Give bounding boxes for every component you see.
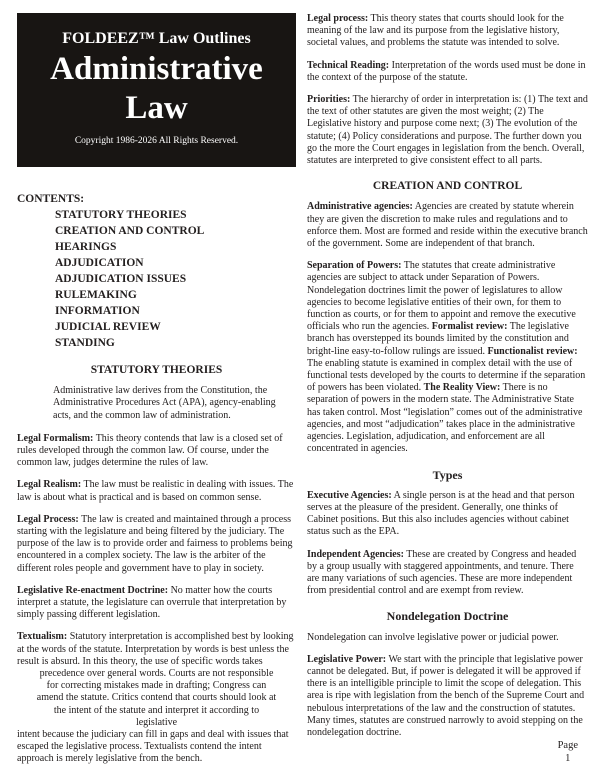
term-legislative-power: Legislative Power: bbox=[307, 653, 387, 665]
page-label: Page bbox=[557, 740, 578, 751]
paragraph-legal-process bbox=[17, 514, 296, 575]
text-legislative-power: We start with the principle that legislative power cannot be delegated. But, if power is delegated it will be approved if there is an intelligible principle to limit the scope of delegation. This area is ripe with legislation from the bench of the Supreme Court and nebulous interpretations of the law and the construction of statutes. Many times, statutes are construed narrowly to avoid stepping on the nondelegation doctrine. bbox=[307, 653, 585, 738]
textualism-segment-1 bbox=[17, 631, 296, 668]
section-heading-statutory-theories: STATUTORY THEORIES bbox=[90, 364, 223, 376]
textualism-segment-2: precedence over general words. Courts are not responsible for correcting mistakes made in drafting; Congress can amend the statute. Critics contend that courts should look at the intent of the statute and interpret it according to legislative bbox=[36, 668, 277, 728]
term-reality-view: The Reality View: bbox=[423, 382, 501, 394]
paragraph-executive-agencies bbox=[307, 490, 588, 539]
paragraph-legal-realism bbox=[17, 479, 296, 503]
term-legislative-reenactment: Legislative Re-enactment Doctrine: bbox=[17, 584, 169, 596]
term-technical-reading: Technical Reading: bbox=[307, 59, 390, 71]
text-functionalist-review: The enabling statute is examined in complex detail with the use of functional tests developed by the courts to determine if the separation of powers has been violated. bbox=[307, 357, 586, 394]
term-separation-of-powers: Separation of Powers: bbox=[307, 260, 402, 272]
toc-item-judicial-review: JUDICIAL REVIEW bbox=[55, 321, 161, 333]
text-administrative-agencies: Agencies are created by statute wherein they are given the discretion to make rules and regulations and to enforce them. Most are formed and reside within the executive branch of the government. Some are independent of that branch. bbox=[307, 201, 588, 250]
paragraph-legal-process-theory bbox=[307, 13, 588, 50]
toc-item-adjudication: ADJUDICATION bbox=[55, 257, 144, 269]
paragraph-separation-of-powers bbox=[307, 260, 588, 455]
text-legal-process: The law is created and maintained through a process starting with the legislature and being filtered by the judiciary. The purpose of the law is to provide order and fairness to problems being encountered in a complex society. The law is the arbiter of the different roles people and government have to play in society. bbox=[17, 513, 293, 574]
term-independent-agencies: Independent Agencies: bbox=[307, 548, 404, 560]
toc-item-creation-and-control: CREATION AND CONTROL bbox=[55, 225, 205, 237]
term-legal-formalism: Legal Formalism: bbox=[17, 432, 94, 444]
text-legal-formalism: This theory contends that law is a closed set of rules developed through the common law. Of course, under the common law, judges determine the rules of law. bbox=[17, 432, 283, 469]
paragraph-administrative-agencies bbox=[307, 201, 588, 250]
paragraph-technical-reading bbox=[307, 60, 588, 84]
page-number bbox=[558, 739, 578, 765]
contents-label: CONTENTS: bbox=[17, 193, 85, 205]
term-functionalist-review: Functionalist review: bbox=[487, 345, 578, 357]
text-formalist-review: The legislative branch has overstepped its bounds limited by the constitution and bright-line easy-to-follow rulings are issued. bbox=[307, 321, 569, 357]
toc-item-adjudication-issues: ADJUDICATION ISSUES bbox=[55, 273, 187, 285]
text-textualism-1: Statutory interpretation is accomplished best by looking at the words of the statute. Interpretation by words is best unless the result is absurd. In this theory, the use of specific words takes bbox=[17, 631, 294, 667]
term-executive-agencies: Executive Agencies: bbox=[307, 489, 392, 501]
paragraph-textualism bbox=[17, 631, 296, 765]
paragraph-nondelegation-intro: Nondelegation can involve legislative power or judicial power. bbox=[307, 631, 559, 643]
term-formalist-review: Formalist review: bbox=[431, 321, 508, 333]
text-priorities: The hierarchy of order in interpretation is: (1) The text and the text of other statutes are given the most weight; (2) The Legislative history and purpose come next; (3) The evolution of the statute; (4) Policy considerations and purpose. The further down you go the more the Court engages in legislation from the bench. Overall, statutes are interpreted to give consistent effect to all parts. bbox=[307, 94, 588, 167]
doc-title-line2: Law bbox=[125, 89, 188, 126]
toc-item-standing: STANDING bbox=[55, 337, 115, 349]
intro-paragraph: Administrative law derives from the Constitution, the Administrative Procedures Act (APA), agency-enabling acts, and the common law of administration. bbox=[53, 385, 276, 421]
toc-item-information: INFORMATION bbox=[55, 305, 140, 317]
text-executive-agencies: A single person is at the head and that person serves at the pleasure of the president. Generally, one thinks of Cabinet positions. But this also includes agencies without cabinet status such as the EPA. bbox=[307, 489, 575, 538]
toc-item-hearings: HEARINGS bbox=[55, 241, 117, 253]
paragraph-legal-formalism bbox=[17, 433, 296, 470]
term-legal-realism: Legal Realism: bbox=[17, 479, 82, 491]
brand-line: FOLDEEZ™ Law Outlines bbox=[62, 30, 251, 48]
contents-section bbox=[17, 191, 296, 351]
term-administrative-agencies: Administrative agencies: bbox=[307, 201, 413, 213]
paragraph-legislative-power bbox=[307, 654, 588, 739]
doc-title-line1: Administrative bbox=[50, 50, 263, 87]
title-box bbox=[17, 13, 296, 167]
toc-item-rulemaking: RULEMAKING bbox=[55, 289, 137, 301]
right-column bbox=[307, 13, 588, 776]
textualism-segment-3: intent because the judiciary can fill in gaps and deal with issues that escaped the legislative process. Textualists contend the intent approach is merely legislative from the bench. bbox=[17, 729, 289, 765]
section-heading-creation-and-control: CREATION AND CONTROL bbox=[372, 180, 523, 193]
text-separation-of-powers: The statutes that create administrative agencies are subject to attack under Separation of Powers. Nondelegation doctrines limit the power of legislatures to allow agencies to become legislative entities of their own, for them to function as courts, or for them to appoint and remove the executive officials who run the agencies. bbox=[307, 260, 576, 333]
term-legal-process-theory: Legal process: bbox=[307, 13, 369, 24]
text-legal-process-theory: This theory states that courts should look for the meaning of the law and its purpose from the legislative history, societal values, and problems the statute was intended to solve. bbox=[307, 13, 564, 49]
paragraph-priorities bbox=[307, 94, 588, 167]
page-number-value: 1 bbox=[565, 753, 571, 764]
term-textualism: Textualism: bbox=[17, 631, 68, 643]
left-column bbox=[17, 13, 296, 776]
term-priorities: Priorities: bbox=[307, 94, 351, 106]
toc-item-statutory-theories: STATUTORY THEORIES bbox=[55, 209, 187, 221]
text-independent-agencies: These are created by Congress and headed by a group usually with staggered appointments, and tenure. There are many variations of such agencies. These are more independent from presidential control and are exempt from review. bbox=[307, 548, 577, 597]
term-legal-process: Legal Process: bbox=[17, 513, 79, 525]
paragraph-legislative-reenactment bbox=[17, 585, 296, 622]
text-legal-realism: The law must be realistic in dealing with issues. The law is about what is practical and is based on common sense. bbox=[17, 479, 294, 503]
section-heading-nondelegation-doctrine: Nondelegation Doctrine bbox=[386, 609, 509, 624]
text-reality-view: There is no separation of powers in the modern state. The Administrative State has taken control. Most “legislation” comes out of the administrative agencies, and most “adjudication” takes place in the administrative agencies. Legislation, adjudication, and enforcement are all concentrated in agencies. bbox=[307, 382, 583, 455]
paragraph-independent-agencies bbox=[307, 549, 588, 598]
section-heading-types: Types bbox=[432, 467, 463, 482]
text-legislative-reenactment: No matter how the courts interpret a statute, the legislature can overrule that interpretation by simply passing different legislation. bbox=[17, 584, 287, 621]
copyright-line: Copyright 1986-2026 All Rights Reserved. bbox=[74, 135, 239, 146]
text-technical-reading: Interpretation of the words used must be done in the context of the purpose of the statute. bbox=[307, 59, 586, 83]
